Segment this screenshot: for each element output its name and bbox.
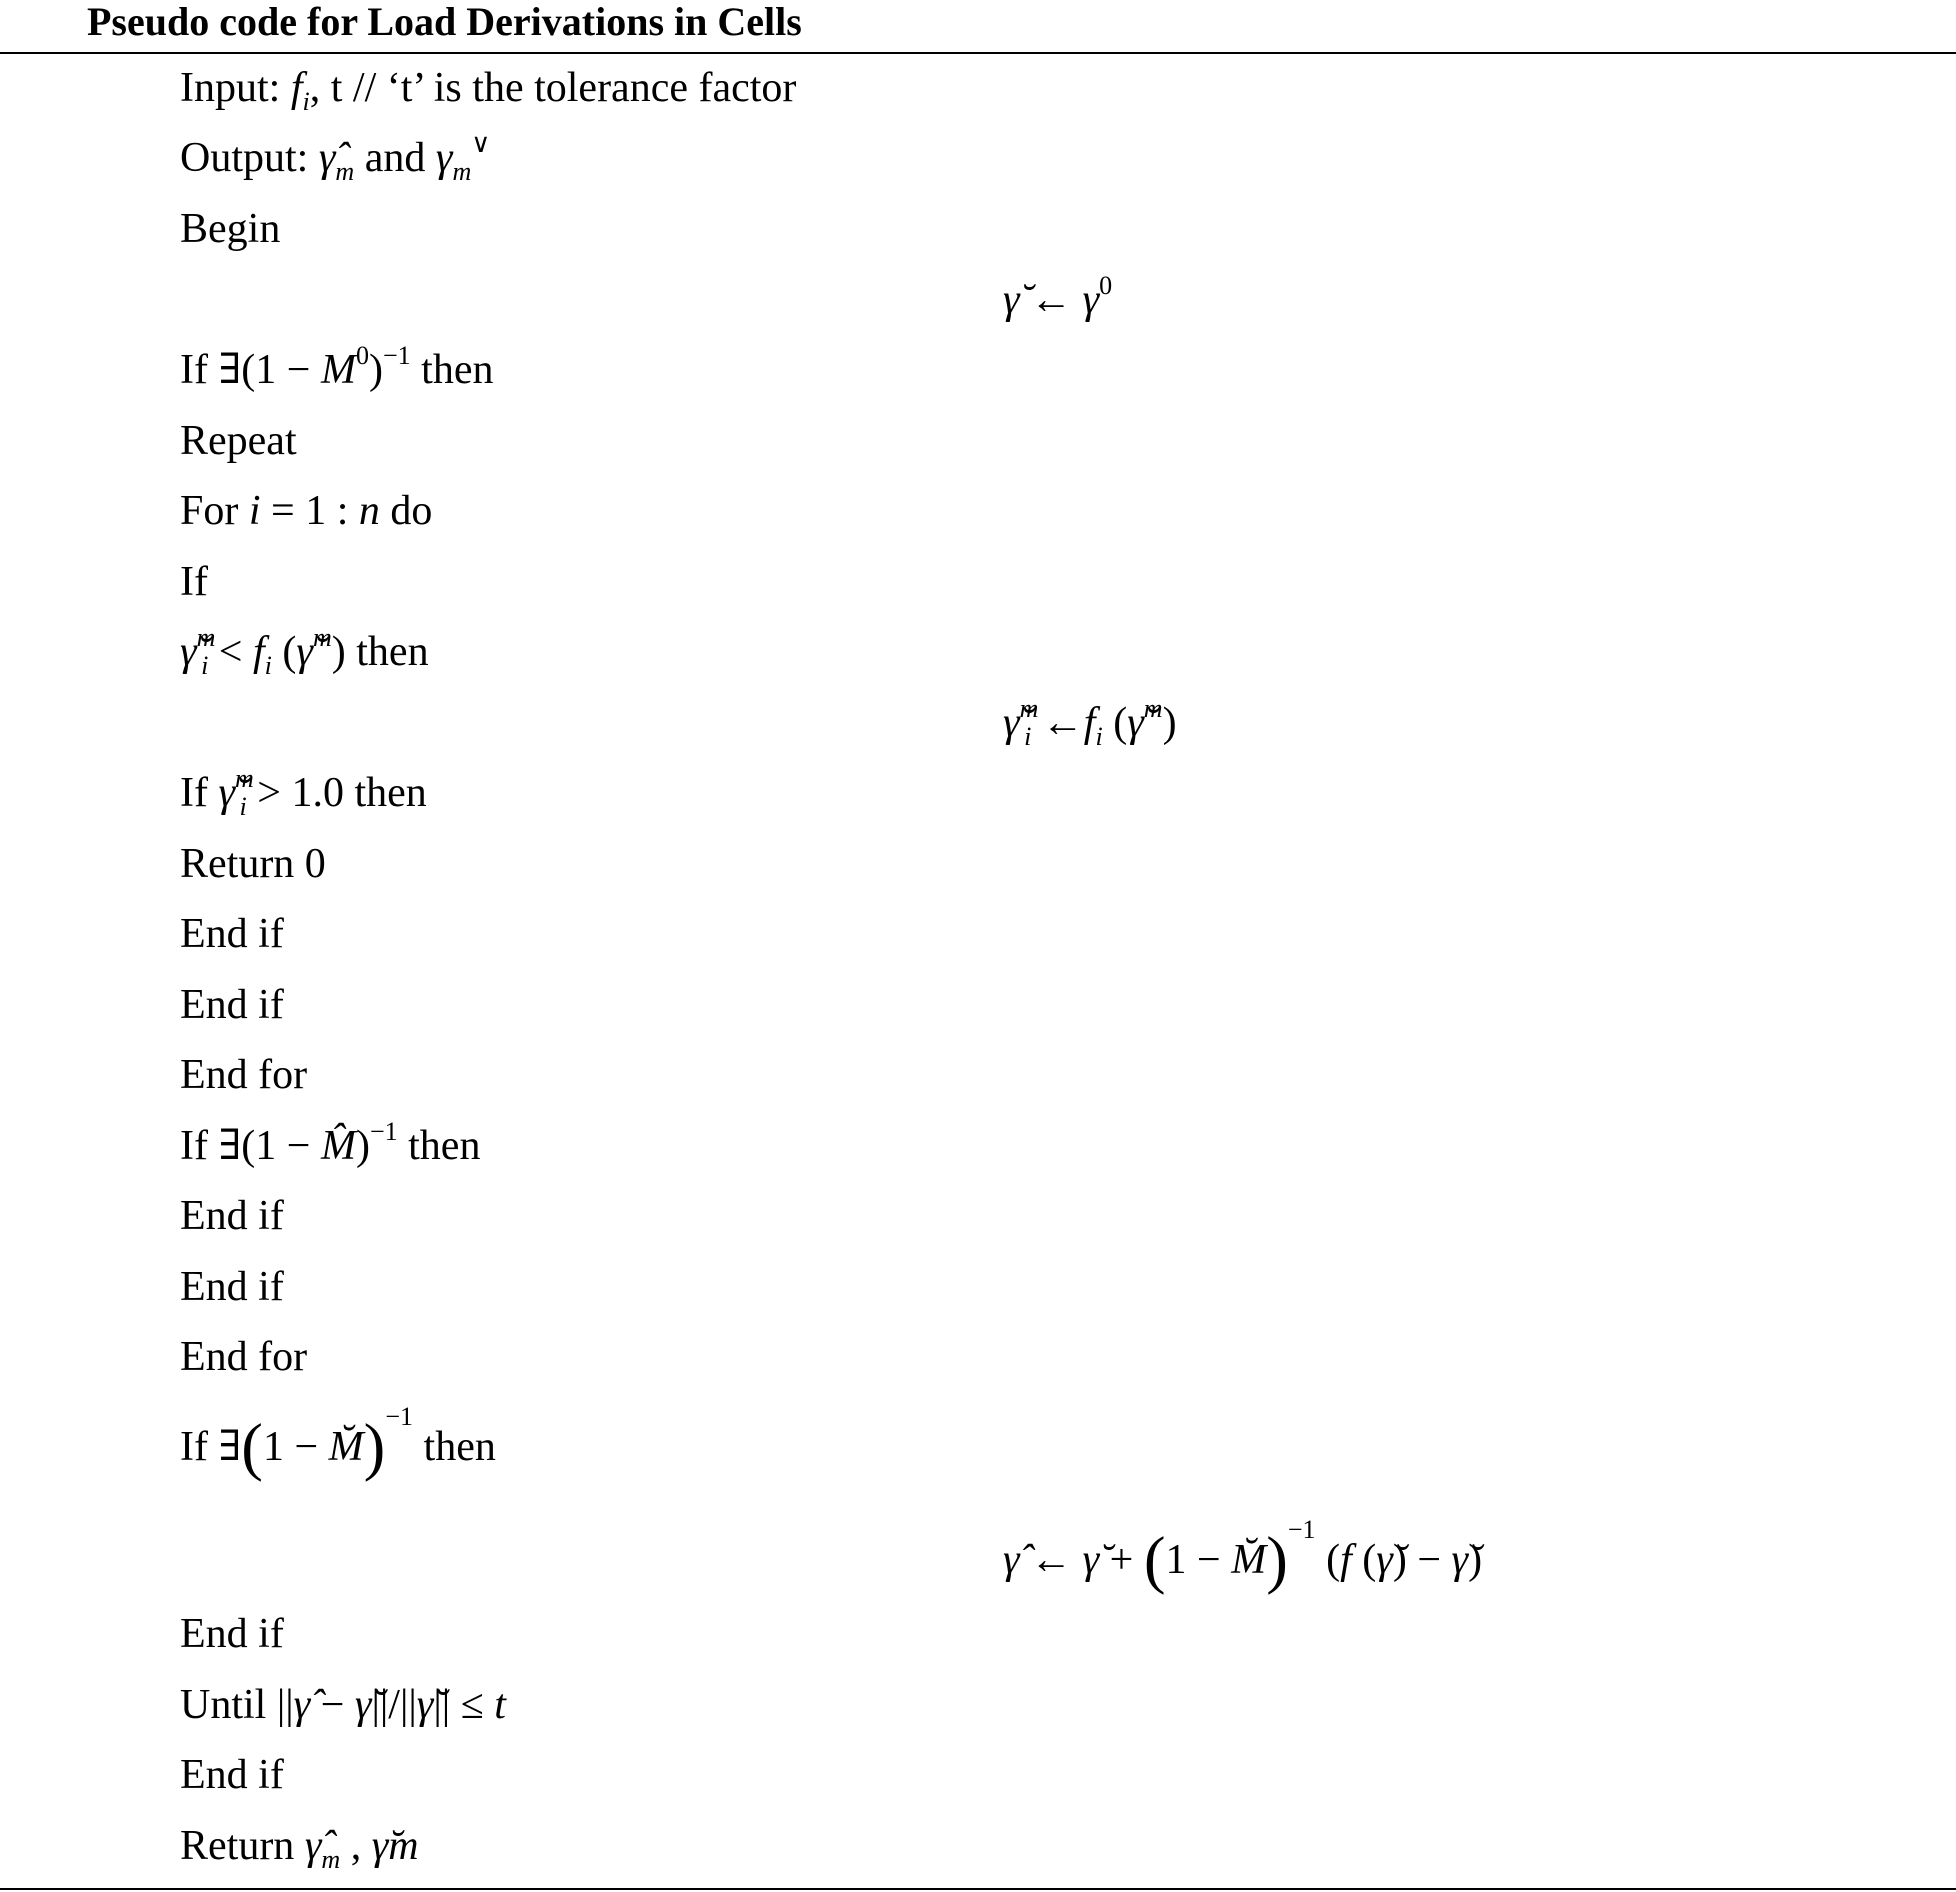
- cond-close: ): [331, 629, 346, 675]
- if-inv2-exp: −1: [369, 1117, 398, 1147]
- until-mid: ||/||: [371, 1682, 417, 1728]
- init-rhs: γ: [1082, 277, 1100, 323]
- if-gt-gamma: γ̆: [218, 770, 236, 816]
- line-if-inverse-3: [180, 1402, 496, 1483]
- if-inv3-open-paren: (: [241, 1410, 263, 1483]
- line-update: [1003, 1515, 1483, 1596]
- top-rule: [0, 52, 1956, 54]
- cond-arg: γ̆: [296, 629, 313, 675]
- cond-arg-sup: m: [312, 623, 332, 653]
- init-lhs: γ̆: [1003, 277, 1020, 323]
- bottom-rule: [0, 1888, 1956, 1890]
- if-inv1-prefix: If ∃(1 −: [180, 347, 321, 393]
- if-inv2-close: ): [355, 1123, 370, 1169]
- line-end-for-1: End for: [180, 1052, 308, 1098]
- update-f-close: ): [1468, 1537, 1483, 1584]
- assign-lhs-sub: i: [1024, 722, 1032, 752]
- if-inv3-prefix: If ∃: [180, 1424, 242, 1471]
- cond-lhs: γ̆: [180, 629, 197, 675]
- line-if: If: [180, 559, 208, 605]
- if-inv1-m: M: [320, 347, 356, 393]
- assign-arg: γ̆: [1127, 700, 1144, 746]
- update-f-arg-close: ): [1392, 1537, 1407, 1584]
- line-return-zero: Return 0: [180, 841, 326, 887]
- until-t: t: [494, 1682, 506, 1728]
- init-rhs-sup: 0: [1099, 271, 1113, 301]
- assign-open: (: [1102, 700, 1128, 746]
- line-return-final: [180, 1822, 419, 1875]
- for-i: i: [248, 488, 261, 534]
- line-if-inverse-1: [180, 341, 494, 394]
- assign-f-sub: i: [1095, 722, 1103, 752]
- input-suffix: , t // ‘t’ is the tolerance factor: [309, 65, 797, 111]
- for-eq: = 1 :: [260, 488, 359, 534]
- output-mid: and: [354, 135, 436, 181]
- input-f: f: [290, 65, 303, 111]
- update-one: 1 −: [1165, 1537, 1232, 1584]
- until-prefix: Until ||: [180, 1682, 294, 1728]
- for-n: n: [358, 488, 380, 534]
- line-assign: [1003, 694, 1177, 752]
- line-end-if-5: End if: [180, 1611, 284, 1657]
- if-gt-gamma-sup: m: [235, 764, 254, 794]
- if-inv2-prefix: If ∃(1 −: [180, 1123, 321, 1169]
- cond-open: (: [271, 629, 297, 675]
- assign-arg-sup: m: [1143, 694, 1163, 724]
- if-inv3-suffix: then: [413, 1424, 496, 1471]
- until-gamma-3: γ̆: [416, 1682, 434, 1728]
- if-inv2-suffix: then: [397, 1123, 481, 1169]
- line-begin: Begin: [180, 206, 281, 252]
- algorithm-title: Pseudo code for Load Derivations in Cells: [87, 0, 802, 44]
- update-exp: −1: [1287, 1515, 1316, 1544]
- update-plus: +: [1099, 1537, 1144, 1584]
- update-f-arg-open: (: [1351, 1537, 1377, 1584]
- line-if-inverse-2: [180, 1117, 481, 1170]
- assign-arrow: ←: [1031, 700, 1084, 746]
- until-gamma-2: γ̆: [354, 1682, 372, 1728]
- update-minus: −: [1406, 1537, 1452, 1584]
- input-f-sub: i: [302, 87, 310, 117]
- update-m: M̆: [1231, 1537, 1267, 1584]
- line-end-if-3: End if: [180, 1193, 284, 1239]
- line-output: [180, 129, 491, 187]
- if-gt-prefix: If: [180, 770, 219, 816]
- update-close-paren: ): [1266, 1523, 1288, 1596]
- assign-f: f: [1083, 700, 1096, 746]
- return-gamma-hat-sub: m: [321, 1845, 341, 1875]
- return-gamma-hat: γ̂: [304, 1823, 322, 1869]
- line-repeat: Repeat: [180, 418, 297, 464]
- return-gamma-breve-sub: m: [388, 1823, 419, 1869]
- cond-lt: <: [208, 629, 253, 675]
- return-gamma-breve: γ̆: [371, 1823, 389, 1869]
- update-gamma-1: γ̆: [1082, 1537, 1100, 1584]
- if-inv1-m-sup: 0: [355, 341, 369, 371]
- if-inv3-close-paren: ): [363, 1410, 386, 1483]
- cond-suffix: then: [345, 629, 429, 675]
- if-inv2-m: M̂: [320, 1123, 356, 1169]
- output-gamma-hat: γ̂: [318, 135, 336, 181]
- line-if-greater: [180, 764, 427, 822]
- init-arrow: ←: [1019, 277, 1083, 323]
- until-gamma-1: γ̂: [293, 1682, 311, 1728]
- update-arrow: ←: [1019, 1537, 1083, 1584]
- if-gt-rest: > 1.0 then: [246, 770, 427, 816]
- if-inv1-close: ): [368, 347, 383, 393]
- cond-f: f: [252, 629, 265, 675]
- line-init: [1003, 271, 1113, 324]
- if-inv3-m: M̆: [328, 1424, 364, 1471]
- output-gamma: γ: [435, 135, 453, 181]
- output-gamma-sup: ∨: [471, 129, 491, 159]
- line-condition: [180, 623, 429, 681]
- line-input: [180, 64, 797, 117]
- update-f-open: (: [1315, 1537, 1341, 1584]
- line-end-if-4: End if: [180, 1264, 284, 1310]
- update-f: f: [1340, 1537, 1352, 1584]
- output-prefix: Output:: [180, 135, 319, 181]
- if-inv3-exp: −1: [385, 1402, 414, 1431]
- input-prefix: Input:: [180, 65, 291, 111]
- cond-lhs-sup: m: [196, 623, 216, 653]
- if-inv1-suffix: then: [410, 347, 494, 393]
- until-minus: −: [310, 1682, 355, 1728]
- line-until: [180, 1681, 506, 1729]
- if-gt-gamma-sub: i: [239, 792, 247, 822]
- output-gamma-sub: m: [452, 157, 472, 187]
- cond-lhs-sub: i: [201, 651, 209, 681]
- assign-close: ): [1162, 700, 1177, 746]
- if-inv1-exp: −1: [382, 341, 411, 371]
- cond-f-sub: i: [264, 651, 272, 681]
- update-open-paren: (: [1143, 1523, 1166, 1596]
- line-end-if-1: End if: [180, 911, 284, 957]
- assign-lhs: γ̆: [1003, 700, 1020, 746]
- line-for: [180, 487, 432, 535]
- for-suffix: do: [379, 488, 433, 534]
- update-f-arg: γ̆: [1376, 1537, 1393, 1584]
- line-end-if-2: End if: [180, 982, 284, 1028]
- line-end-if-6: End if: [180, 1752, 284, 1798]
- return-prefix: Return: [180, 1823, 305, 1869]
- output-gamma-hat-sub: m: [335, 157, 355, 187]
- until-le: || ≤: [433, 1682, 495, 1728]
- line-end-for-2: End for: [180, 1334, 308, 1380]
- if-inv3-one: 1 −: [262, 1424, 329, 1471]
- update-lhs: γ̂: [1003, 1537, 1020, 1584]
- assign-lhs-sup: m: [1019, 694, 1039, 724]
- for-prefix: For: [180, 488, 249, 534]
- update-gamma-2: γ̆: [1451, 1537, 1469, 1584]
- return-comma: ,: [340, 1823, 372, 1869]
